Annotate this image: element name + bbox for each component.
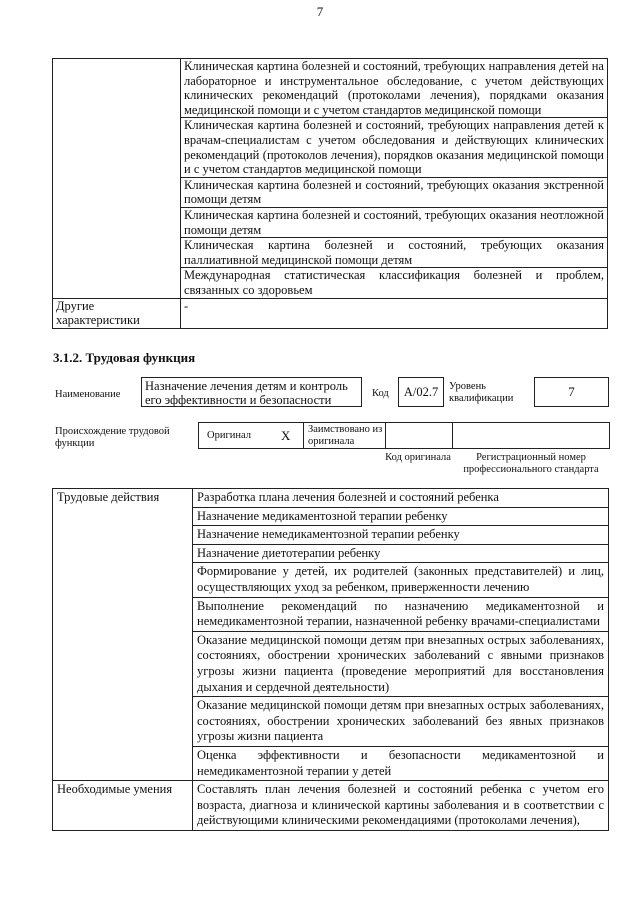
- table-row: Клиническая картина болезней и состояний, требующих направления детей на лабораторное и инструментальное обследование, с учетом действующих клинических рекомендаций (протоколами лечения), порядками оказания медицинской помощи и с учетом стандартов медицинской помощи: [181, 59, 608, 118]
- table-row: Составлять план лечения болезней и состояний ребенка с учетом его возраста, диагноза и клинической картины заболевания и в соответствии с действующими клиническими рекомендациями (протоколами лечения),: [193, 781, 609, 831]
- level-label: Уровень квалификации: [449, 381, 514, 404]
- page-number: 7: [316, 4, 324, 19]
- table-row: Клиническая картина болезней и состояний, требующих направления детей к врачам-специалистам с учетом обследования и действующих клинических рекомендаций (протоколов лечения), порядков оказания медицинской помощи и с учетом стандартов медицинской помощи: [181, 118, 608, 177]
- divider: [385, 423, 386, 448]
- table-row: Назначение диетотерапии ребенку: [193, 544, 609, 563]
- reg-caption: Регистрационный номер профессионального стандарта: [463, 452, 599, 475]
- divider: [452, 423, 453, 448]
- table-row: Оказание медицинской помощи детям при внезапных острых заболеваниях, состояниях, обострении хронических заболеваний без явных признаков угрозы жизни пациента: [193, 697, 609, 747]
- table-row: Выполнение рекомендаций по назначению медикаментозной и немедикаментозной терапии, назначенной ребенку врачами-специалистами: [193, 597, 609, 631]
- divider: [303, 423, 304, 448]
- level-value: 7: [534, 377, 609, 407]
- table-row: Назначение немедикаментозной терапии ребенку: [193, 526, 609, 545]
- section-heading: 3.1.2. Трудовая функция: [53, 350, 196, 365]
- other-characteristics-value: -: [181, 298, 608, 328]
- table-row: Клиническая картина болезней и состояний, требующих оказания экстренной помощи детям: [181, 177, 608, 207]
- function-code: А/02.7: [398, 377, 444, 407]
- table-row: Международная статистическая классификация болезней и проблем, связанных со здоровьем: [181, 268, 608, 298]
- labor-actions-table: [52, 488, 609, 831]
- original-mark: X: [281, 428, 291, 443]
- table-row: Назначение медикаментозной терапии ребенку: [193, 507, 609, 526]
- knowledge-table: [52, 58, 608, 329]
- origin-label: Происхождение трудовой функции: [55, 426, 170, 449]
- borrowed-label: Заимствовано из оригинала: [308, 424, 383, 447]
- table-row: Клиническая картина болезней и состояний, требующих оказания паллиативной медицинской помощи детям: [181, 238, 608, 268]
- code-caption: Код оригинала: [385, 452, 451, 463]
- table-row: Формирование у детей, их родителей (законных представителей) и лиц, осуществляющих уход за ребенком, приверженности лечению: [193, 563, 609, 597]
- other-characteristics-label: Другие характеристики: [53, 298, 181, 328]
- table-row: Оказание медицинской помощи детям при внезапных острых заболеваниях, состояниях, обострении хронических заболеваний с явными признаков угрозы жизни пациента (проведение мероприятий для восстановления дыхания и сердечной деятельности): [193, 631, 609, 696]
- skills-label: Необходимые умения: [53, 781, 193, 831]
- empty-label-cell: [53, 59, 181, 299]
- origin-box: [198, 422, 610, 449]
- labor-actions-label: Трудовые действия: [53, 489, 193, 781]
- name-label: Наименование: [55, 389, 121, 400]
- table-row: Разработка плана лечения болезней и состояний ребенка: [193, 489, 609, 508]
- code-label: Код: [372, 388, 389, 399]
- function-name: Назначение лечения детям и контроль его эффективности и безопасности: [141, 377, 362, 407]
- original-label: Оригинал: [207, 430, 251, 441]
- table-row: Оценка эффективности и безопасности медикаментозной и немедикаментозной терапии у детей: [193, 746, 609, 780]
- table-row: Клиническая картина болезней и состояний, требующих оказания неотложной помощи детям: [181, 207, 608, 237]
